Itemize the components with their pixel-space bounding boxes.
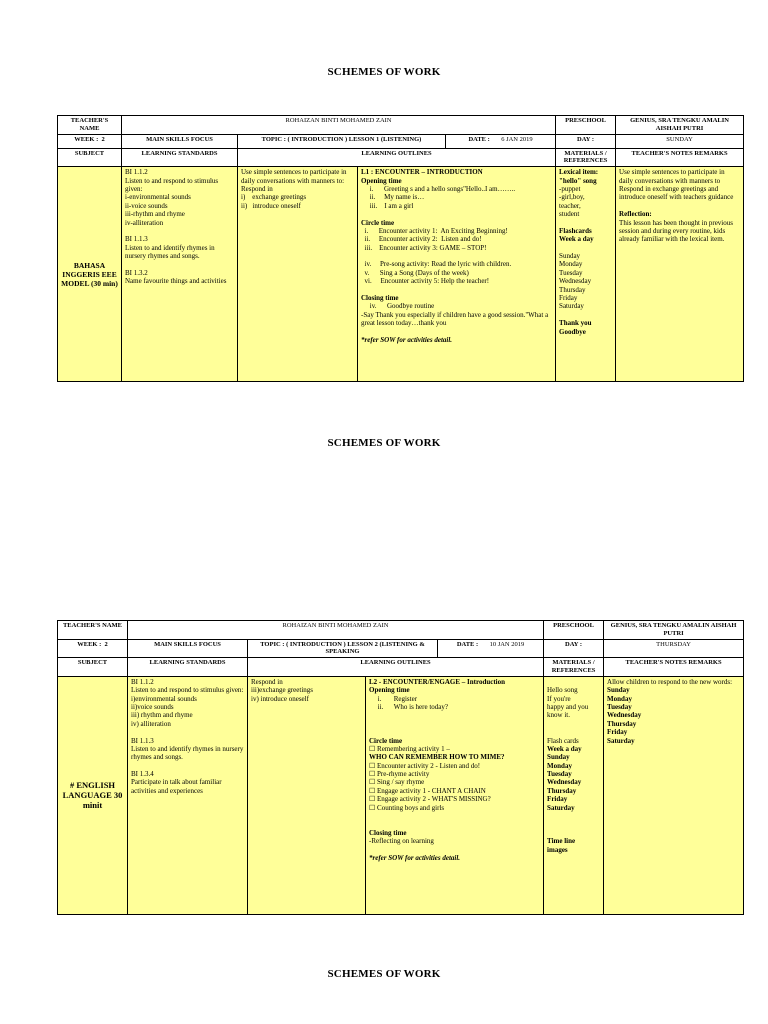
text-line: student: [559, 210, 580, 219]
text-line: iv-alliteration: [125, 218, 164, 227]
text-line: BI 1.3.2: [125, 268, 148, 277]
text-line: Listen to and respond to stimulus given:: [131, 686, 244, 695]
text-line: i. Greeting s and a hello songs"Hello..I am……..: [361, 184, 516, 193]
text-line: Respond in: [251, 677, 283, 686]
text-line: [361, 210, 552, 218]
text-line: Reflection:: [619, 210, 652, 219]
learning-standards-label: LEARNING STANDARDS: [122, 148, 238, 167]
text-line: Use simple sentences to participate in daily conversations with manners to Respond in exchange greetings and introduce oneself with teachers guidance: [619, 168, 734, 202]
text-line: BI 1.1.2: [131, 677, 154, 686]
class-value: GENIUS, SRA TENGKU AMALIN AISHAH PUTRI: [616, 116, 744, 135]
text-line: v. Sing a Song (Days of the week): [361, 268, 469, 277]
text-line: Opening time: [361, 176, 402, 185]
text-line: [369, 720, 540, 728]
text-line: -Reflecting on learning: [369, 837, 434, 846]
outline-title: L1 : ENCOUNTER – INTRODUCTION: [361, 168, 483, 177]
text-line: Friday: [559, 294, 578, 303]
text-line: Opening time: [369, 686, 410, 695]
text-line: [619, 202, 740, 210]
text-line: This lesson has been thought in previous session and during every routine, kids already familiar with the lexical item.: [619, 218, 735, 244]
text-line: Wednesday: [547, 778, 582, 787]
text-line: Name favourite things and activities: [125, 277, 227, 286]
subject-value: BAHASA INGGERIS EEE MODEL (30 min): [58, 167, 122, 382]
materials-references: [544, 676, 604, 914]
text-line: [131, 728, 244, 736]
text-line: Participate in talk about familiar activities and experiences: [131, 778, 224, 795]
text-line: Wednesday: [607, 711, 642, 720]
scheme-table-lesson1: [57, 115, 744, 382]
learning-standards: [122, 167, 238, 382]
materials-label: MATERIALS / REFERENCES: [556, 148, 616, 167]
text-line: iii. Encounter activity 3: GAME – STOP!: [361, 243, 487, 252]
text-line: [361, 252, 552, 260]
text-line: Week a day: [547, 744, 582, 753]
text-line: teacher,: [559, 201, 581, 210]
text-line: [547, 829, 600, 837]
text-line: BI 1.3.4: [131, 770, 154, 779]
text-line: ii. My name is…: [361, 193, 425, 202]
teachers-notes-label: TEACHER'S NOTES REMARKS: [616, 148, 744, 167]
text-line: [369, 711, 540, 719]
teachers-notes-label: TEACHER'S NOTES REMARKS: [604, 658, 744, 677]
text-line: If you're: [547, 694, 571, 703]
text-line: ☐ Counting boys and girls: [369, 803, 445, 812]
text-line: vi. Encounter activity 5: Help the teacher!: [361, 277, 490, 286]
date-value: 10 JAN 2019: [489, 640, 525, 648]
week-cell: WEEK : 2: [58, 134, 122, 148]
text-line: Saturday: [547, 803, 575, 812]
text-line: happy and you: [547, 702, 589, 711]
materials-references: [556, 167, 616, 382]
text-line: Circle time: [361, 218, 395, 227]
text-line: iv) introduce oneself: [251, 694, 309, 703]
day-value: THURSDAY: [604, 639, 744, 658]
main-skills-label: MAIN SKILLS FOCUS: [128, 639, 248, 658]
page-title: SCHEMES OF WORK: [327, 968, 441, 980]
subject-label: SUBJECT: [58, 148, 122, 167]
learning-outlines-label: LEARNING OUTLINES: [248, 658, 544, 677]
text-line: Tuesday: [547, 770, 572, 779]
text-line: Thursday: [607, 719, 637, 728]
text-line: Sunday: [607, 686, 630, 695]
text-line: Thank you: [559, 319, 592, 328]
teachers-name-label: TEACHER'S NAME: [58, 116, 122, 135]
text-line: Friday: [547, 795, 568, 804]
text-line: ☐ Engage activity 2 - WHAT'S MISSING?: [369, 795, 491, 804]
text-line: [559, 244, 612, 252]
text-line: Hello song: [547, 686, 578, 695]
day-label: DAY :: [544, 639, 604, 658]
level-value: PRESCHOOL: [544, 621, 604, 640]
subject-value: # ENGLISH LANGUAGE 30 minit: [58, 676, 128, 914]
teacher-name: ROHAIZAN BINTI MOHAMED ZAIN: [128, 621, 544, 640]
text-line: i) exchange greetings: [241, 193, 307, 202]
learning-outlines-label: LEARNING OUTLINES: [238, 148, 556, 167]
materials-label: MATERIALS / REFERENCES: [544, 658, 604, 677]
text-line: BI 1.1.3: [131, 736, 154, 745]
text-line: [131, 762, 244, 770]
text-line: [559, 311, 612, 319]
text-line: "hello" song: [559, 176, 597, 185]
text-line: ii) introduce oneself: [241, 201, 301, 210]
class-value: GENIUS, SRA TENGKU AMALIN AISHAH PUTRI: [604, 621, 744, 640]
text-line: Circle time: [369, 736, 403, 745]
text-line: [125, 260, 234, 268]
text-line: Listen to and respond to stimulus given:: [125, 176, 220, 193]
text-line: ☐ Sing / say rhyme: [369, 778, 425, 787]
text-line: ii. Who is here today?: [369, 702, 448, 711]
text-line: ii. Encounter activity 2: Listen and do!: [361, 235, 482, 244]
text-line: Thursday: [559, 285, 586, 294]
text-line: Monday: [547, 761, 572, 770]
text-line: Saturday: [559, 302, 584, 311]
text-line: Thursday: [547, 786, 577, 795]
text-line: -Say Thank you especially if children have a good session."What a great lesson today…thank you: [361, 310, 550, 328]
text-line: ☐ Encounter activity 2 - Listen and do!: [369, 761, 481, 770]
text-line: [547, 812, 600, 820]
text-line: ii)voice sounds: [131, 702, 174, 711]
text-line: BI 1.1.2: [125, 168, 148, 177]
learning-outlines: [358, 167, 556, 382]
text-line: [369, 820, 540, 828]
week-value: 2: [104, 640, 108, 648]
text-line: i)environmental sounds: [131, 694, 197, 703]
teachers-name-label: TEACHER'S NAME: [58, 621, 128, 640]
learning-objectives: [238, 167, 358, 382]
text-line: Monday: [607, 694, 632, 703]
subject-label: SUBJECT: [58, 658, 128, 677]
main-skills-label: MAIN SKILLS FOCUS: [122, 134, 238, 148]
text-line: Sunday: [547, 753, 570, 762]
level-value: PRESCHOOL: [556, 116, 616, 135]
teacher-name: ROHAIZAN BINTI MOHAMED ZAIN: [122, 116, 556, 135]
text-line: i-environmental sounds: [125, 193, 191, 202]
text-line: iv. Goodbye routine: [361, 302, 435, 311]
text-line: iii. I am a girl: [361, 201, 414, 210]
teachers-notes: [616, 167, 744, 382]
text-line: [369, 728, 540, 736]
text-line: ☐ Pre-rhyme activity: [369, 770, 430, 779]
text-line: Closing time: [369, 828, 407, 837]
text-line: Sunday: [559, 252, 581, 261]
text-line: Flash cards: [547, 736, 579, 745]
text-line: [559, 219, 612, 227]
outline-title: L2 - ENCOUNTER/ENGAGE – Introduction: [369, 677, 506, 686]
text-line: Use simple sentences to participate in daily conversations with manners to: Respond in: [241, 168, 349, 193]
text-line: know it.: [547, 711, 570, 720]
text-line: [547, 820, 600, 828]
text-line: Week a day: [559, 235, 594, 244]
text-line: Flashcards: [559, 226, 592, 235]
text-line: -girl,boy,: [559, 193, 585, 202]
text-line: Listen to and identify rhymes in nursery rhymes and songs.: [131, 744, 246, 762]
date-cell: DATE : 10 JAN 2019: [438, 639, 544, 658]
text-line: i. Encounter activity 1: An Exciting Beginning!: [361, 226, 508, 235]
text-line: Closing time: [361, 294, 399, 303]
text-line: [361, 328, 552, 336]
topic-value: TOPIC : ( INTRODUCTION ) LESSON 2 (LISTENING & SPEAKING: [248, 639, 438, 658]
text-line: images: [547, 845, 568, 854]
text-line: Saturday: [607, 736, 635, 745]
learning-standards: [128, 676, 248, 914]
text-line: Lexical item:: [559, 168, 599, 177]
text-line: WHO CAN REMEMBER HOW TO MIME?: [369, 753, 505, 762]
text-line: Time line: [547, 837, 576, 846]
topic-value: TOPIC : ( INTRODUCTION ) LESSON 1 (LISTENING): [238, 134, 446, 148]
text-line: [547, 720, 600, 728]
text-line: Tuesday: [607, 702, 632, 711]
text-line: Friday: [607, 728, 628, 737]
learning-standards-label: LEARNING STANDARDS: [128, 658, 248, 677]
text-line: [361, 286, 552, 294]
text-line: Monday: [559, 260, 583, 269]
week-cell: WEEK : 2: [58, 639, 128, 658]
day-value: SUNDAY: [616, 134, 744, 148]
text-line: -puppet: [559, 184, 581, 193]
text-line: iv) alliteration: [131, 719, 171, 728]
teachers-notes: [604, 676, 744, 914]
learning-outlines: [366, 676, 544, 914]
text-line: ☐ Engage activity 1 - CHANT A CHAIN: [369, 786, 486, 795]
scheme-table-lesson2: [57, 620, 744, 915]
text-line: iii-rhythm and rhyme: [125, 210, 185, 219]
learning-objectives: [248, 676, 366, 914]
text-line: *refer SOW for activities detail.: [361, 336, 453, 344]
page-title: SCHEMES OF WORK: [327, 437, 441, 449]
date-value: 6 JAN 2019: [501, 135, 533, 143]
text-line: *refer SOW for activities detail.: [369, 853, 461, 862]
text-line: BI 1.1.3: [125, 235, 148, 244]
text-line: iii) rhythm and rhyme: [131, 711, 193, 720]
text-line: Allow children to respond to the new words:: [607, 677, 733, 686]
text-line: Wednesday: [559, 277, 592, 286]
text-line: i. Register: [369, 694, 418, 703]
text-line: [547, 678, 600, 686]
text-line: ii-voice sounds: [125, 201, 168, 210]
text-line: [547, 728, 600, 736]
day-label: DAY :: [556, 134, 616, 148]
text-line: iii)exchange greetings: [251, 686, 314, 695]
text-line: Listen to and identify rhymes in nursery rhymes and songs.: [125, 243, 217, 261]
page-title: SCHEMES OF WORK: [327, 66, 441, 78]
text-line: [369, 812, 540, 820]
text-line: iv. Pre-song activity: Read the lyric with children.: [361, 260, 512, 269]
date-cell: DATE : 6 JAN 2019: [446, 134, 556, 148]
week-value: 2: [101, 135, 105, 143]
text-line: ☐ Remembering activity 1 –: [369, 744, 450, 753]
text-line: [369, 846, 540, 854]
text-line: Goodbye: [559, 327, 586, 336]
text-line: Tuesday: [559, 268, 583, 277]
text-line: [125, 227, 234, 235]
